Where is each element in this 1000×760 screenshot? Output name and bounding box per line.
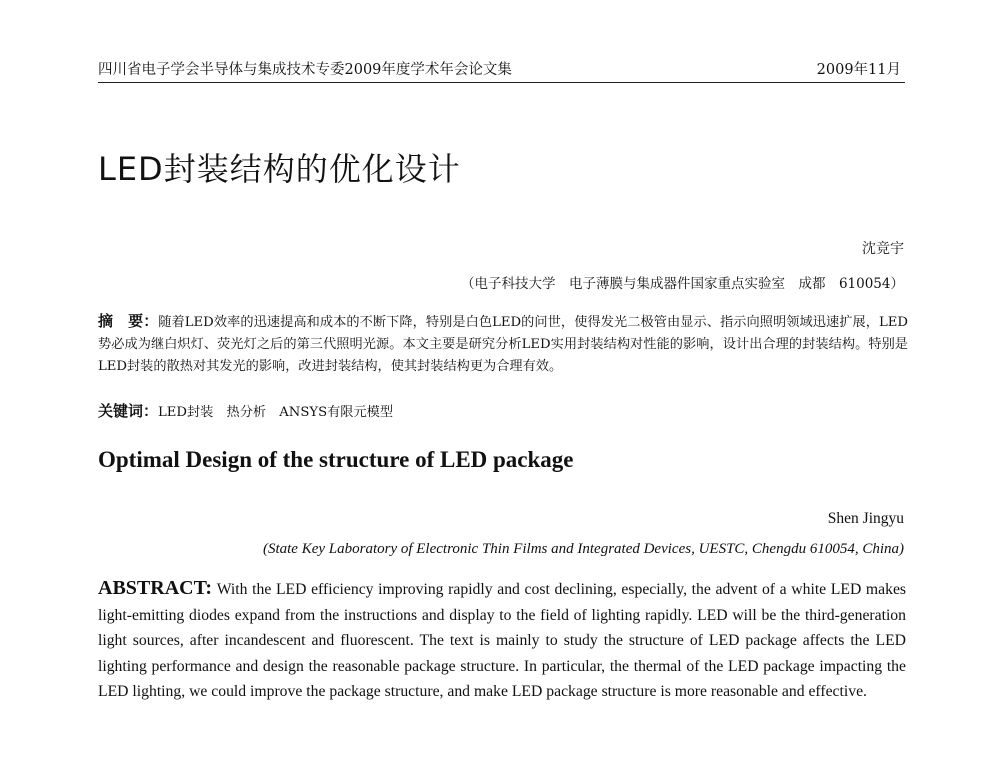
english-abstract-label: ABSTRACT:	[98, 577, 213, 599]
chinese-abstract-label: 摘 要：	[98, 312, 159, 330]
chinese-abstract	[98, 310, 908, 378]
publication-date: 2009年11月	[816, 62, 901, 78]
english-affiliation: (State Key Laboratory of Electronic Thin Films and Integrated Devices, UESTC, Chengdu 610054, China)	[262, 541, 904, 557]
chinese-author: 沈竞宇	[862, 241, 904, 257]
english-title: Optimal Design of the structure of LED package	[98, 447, 574, 472]
english-author: Shen Jingyu	[827, 510, 904, 527]
english-abstract-text: With the LED efficiency improving rapidly and cost declining, especially, the advent of a white LED makes light-emitting diodes expand from the instructions and display to the field of lighting rapidly. LED will be the third-generation light sources, after incandescent and fluorescent. The text is mainly to study the structure of LED package affects the LED lighting performance and design the reasonable package structure. In particular, the thermal of the LED package impacting the LED lighting, we could improve the package structure, and make LED package structure is more reasonable and effective.	[98, 581, 907, 700]
chinese-title: LED封装结构的优化设计	[98, 150, 461, 188]
chinese-keywords-text: LED封装 热分析 ANSYS有限元模型	[158, 405, 394, 420]
running-header	[98, 58, 905, 83]
english-abstract	[98, 576, 906, 705]
chinese-keywords-label: 关键词：	[98, 402, 159, 420]
chinese-abstract-text: 随着LED效率的迅速提高和成本的不断下降，特别是白色LED的问世，使得发光二极管由显示、指示向照明领域迅速扩展，LED势必成为继白炽灯、荧光灯之后的第三代照明光源。本文主要是研究分析LED实用封装结构对性能的影响，设计出合理的封装结构。特别是LED封装的散热对其发光的影响，改进封装结构，使其封装结构更为合理有效。	[98, 315, 908, 374]
chinese-keywords	[98, 400, 908, 424]
chinese-affiliation: （电子科技大学 电子薄膜与集成器件国家重点实验室 成都 610054）	[460, 276, 904, 292]
journal-name: 四川省电子学会半导体与集成技术专委2009年度学术年会论文集	[98, 62, 512, 78]
